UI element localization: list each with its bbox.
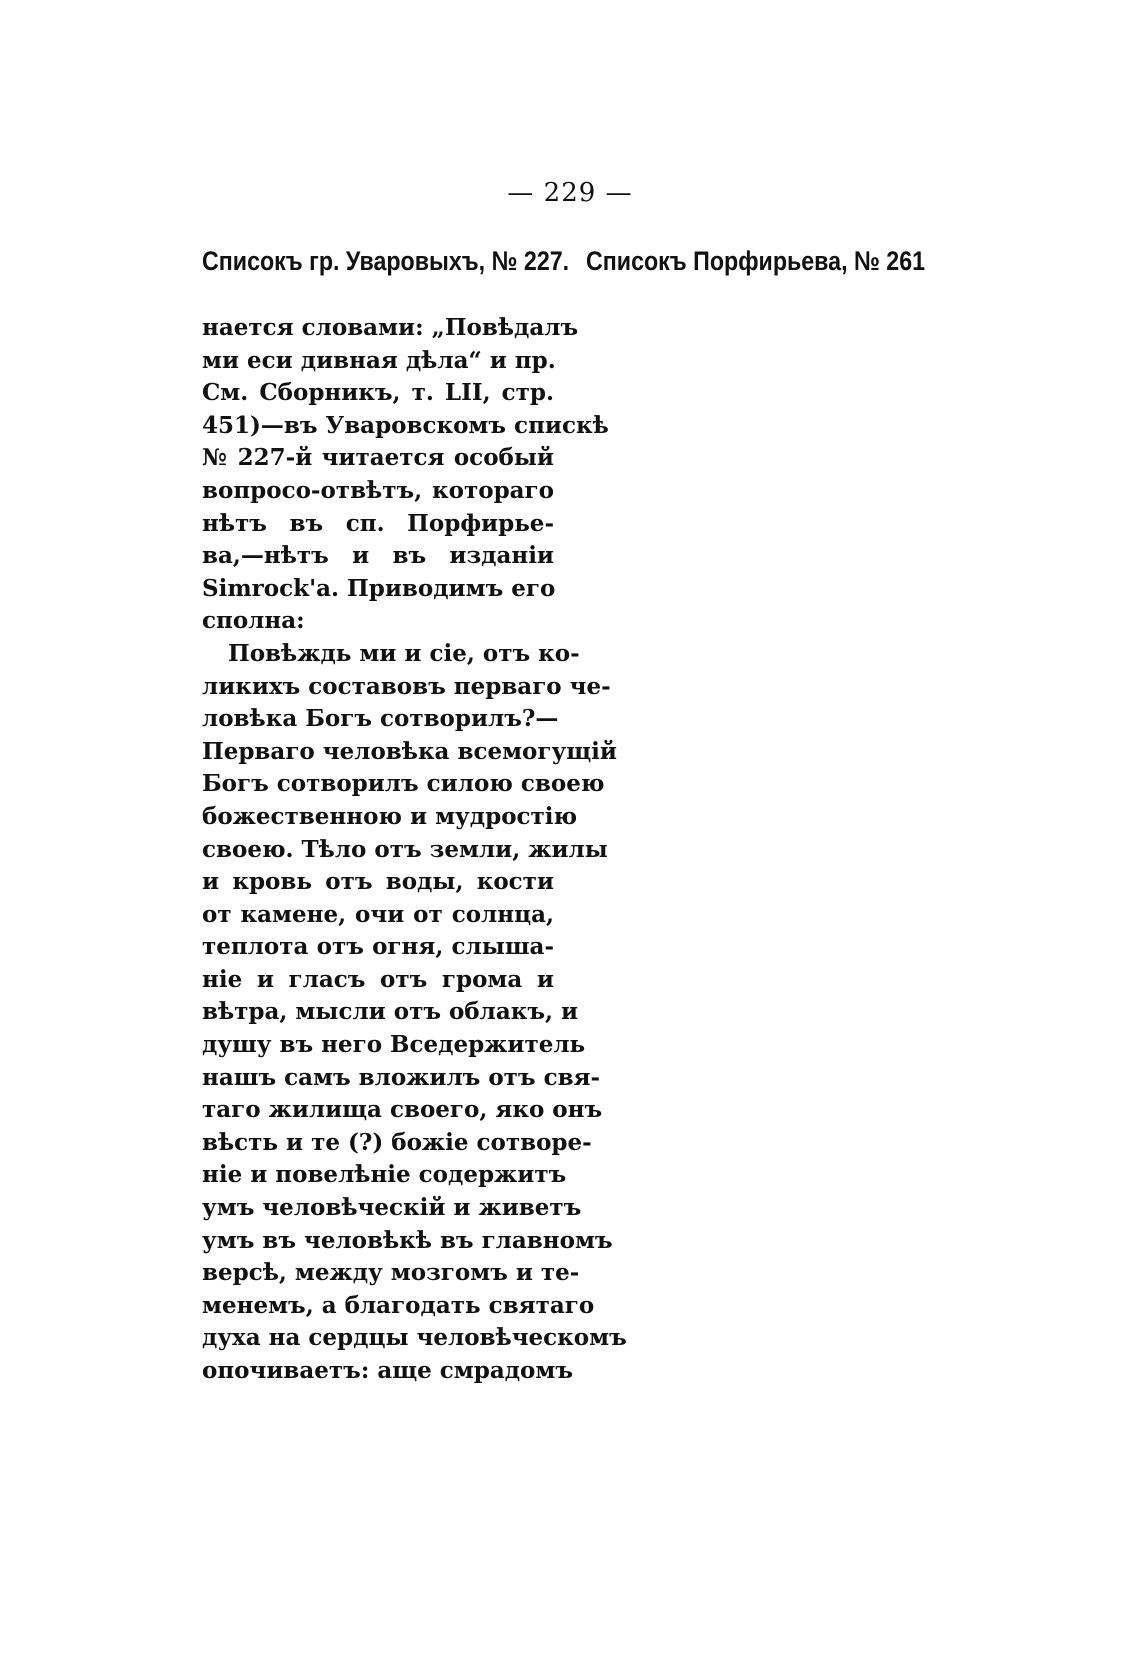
text-line: от камене, очи от солнца, (202, 900, 554, 928)
text-line: сполна: (202, 607, 305, 635)
text-line: версѣ, между мозгомъ и те- (202, 1259, 580, 1287)
text-line: опочиваетъ: аще смрадомъ (202, 1357, 574, 1384)
text-line: вѣсть и те (?) божіе сотворе- (202, 1128, 592, 1156)
text-line: ніе и гласъ отъ грома и (202, 965, 554, 993)
text-line: духа на сердцы человѣческомъ (202, 1324, 627, 1352)
text-line: нашъ самъ вложилъ отъ свя- (202, 1063, 601, 1091)
text-line: 451)—въ Уваровскомъ спискѣ (202, 411, 609, 439)
text-line: и кровь отъ воды, кости (202, 868, 554, 896)
text-line: Повѣждь ми и сіе, отъ ко- (228, 639, 580, 667)
text-line: умъ человѣческій и живетъ (202, 1194, 582, 1222)
text-line: нается словами: „Повѣдалъ (202, 314, 579, 341)
text-line: своею. Тѣло отъ земли, жилы (202, 835, 608, 863)
text-line: См. Сборникъ, т. LII, стр. (202, 379, 554, 407)
body-text-column (202, 312, 627, 1388)
text-line: ловѣка Богъ сотворилъ?— (202, 705, 559, 733)
text-line: вопросо-отвѣтъ, котораго (202, 476, 554, 504)
text-line: Simrock'a. Приводимъ его (202, 574, 556, 602)
text-line: менемъ, а благодать святаго (202, 1291, 595, 1319)
text-line: ликихъ составовъ перваго че- (202, 672, 611, 700)
text-line: Перваго человѣка всемогущій (202, 737, 617, 765)
text-line: № 227-й читается особый (202, 444, 554, 472)
text-line: ми еси дивная дѣла“ и пр. (202, 346, 556, 374)
text-line: нѣтъ въ сп. Порфирье- (202, 509, 554, 537)
text-line: божественною и мудростію (202, 802, 578, 830)
column-header-left: Списокъ гр. Уваровыхъ, № 227. (202, 246, 570, 276)
text-line: Богъ сотворилъ силою своею (202, 770, 605, 798)
column-header-right: Списокъ Порфирьева, № 261 (586, 246, 926, 276)
text-line: ва,—нѣтъ и въ изданіи (202, 542, 554, 570)
page-number: — 229 — (507, 178, 633, 208)
text-line: душу въ него Вседержитель (202, 1031, 586, 1059)
text-line: вѣтра, мысли отъ облакъ, и (202, 998, 579, 1026)
text-line: теплота отъ огня, слыша- (202, 933, 554, 961)
text-line: умъ въ человѣкѣ въ главномъ (202, 1226, 613, 1254)
text-line: таго жилища своего, яко онъ (202, 1096, 603, 1124)
text-line: ніе и повелѣніе содержитъ (202, 1161, 567, 1189)
